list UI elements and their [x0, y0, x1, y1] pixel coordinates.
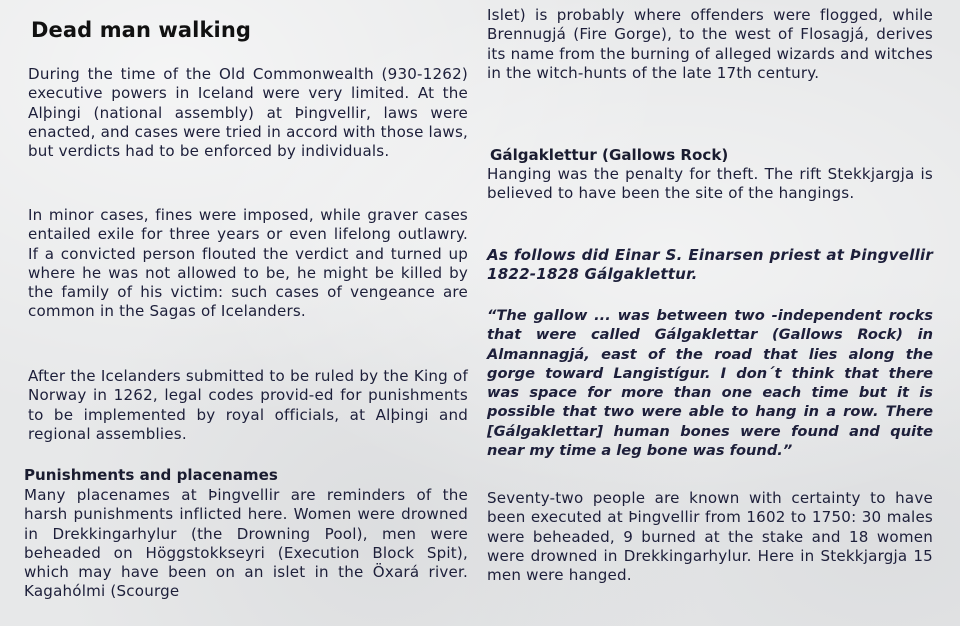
- gallows-rock-heading: Gálgaklettur (Gallows Rock): [490, 146, 729, 164]
- executions-paragraph: Seventy-two people are known with certainty to have been executed at Þingvellir from 1602 to 1750: 30 males were beheaded, 9 burned at the stake and 18 women were drowned in Drekkingarhylur. Here in Stekkjargja 15 men were hanged.: [487, 489, 933, 585]
- king-of-norway-paragraph: After the Icelanders submitted to be ruled by the King of Norway in 1262, legal codes provid-ed for punishments to be implemented by royal officials, at Alþingi and regional assemblies.: [28, 367, 468, 443]
- einarsen-intro: As follows did Einar S. Einarsen priest at Þingvellir 1822-1828 Gálgaklettur.: [487, 246, 933, 284]
- minor-cases-paragraph: In minor cases, fines were imposed, while graver cases entailed exile for three years or even lifelong outlawry. If a convicted person flouted the verdict and turned up where he was not allowed to be, he might be killed by the family of his victim: such cases of vengeance are common in the Sagas of Icelanders.: [28, 206, 468, 321]
- punishments-heading: Punishments and placenames: [24, 466, 278, 484]
- page-title: Dead man walking: [31, 18, 252, 42]
- continued-paragraph: Islet) is probably where offenders were flogged, while Brennugjá (Fire Gorge), to the west of Flosagjá, derives its name from the burning of alleged wizards and witches in the witch-hunts of the late 17th century.: [487, 6, 933, 82]
- intro-paragraph: During the time of the Old Commonwealth (930-1262) executive powers in Iceland were very limited. At the Alþingi (national assembly) at Þingvellir, laws were enacted, and cases were tried in accord with those laws, but verdicts had to be enforced by individuals.: [28, 65, 469, 161]
- placenames-paragraph: Many placenames at Þingvellir are reminders of the harsh punishments inflicted here. Women were drowned in Drekkingarhylur (the Drowning Pool), men were beheaded on Höggstokkseyri (Execution Block Spit), which may have been on an islet in the Öxará river. Kagahólmi (Scourge: [24, 486, 468, 601]
- hanging-paragraph: Hanging was the penalty for theft. The rift Stekkjargja is believed to have been the site of the hangings.: [487, 165, 933, 203]
- einarsen-quote: “The gallow ... was between two -independent rocks that were called Gálgaklettar (Gallows Rock) in Almannagjá, east of the road that lies along the gorge toward Langistígur. I don´t think that there was space for more than one each time but it is possible that two were able to hang in a row. There [Gálgaklettar] human bones were found and quite near my time a leg bone was found.”: [487, 307, 933, 460]
